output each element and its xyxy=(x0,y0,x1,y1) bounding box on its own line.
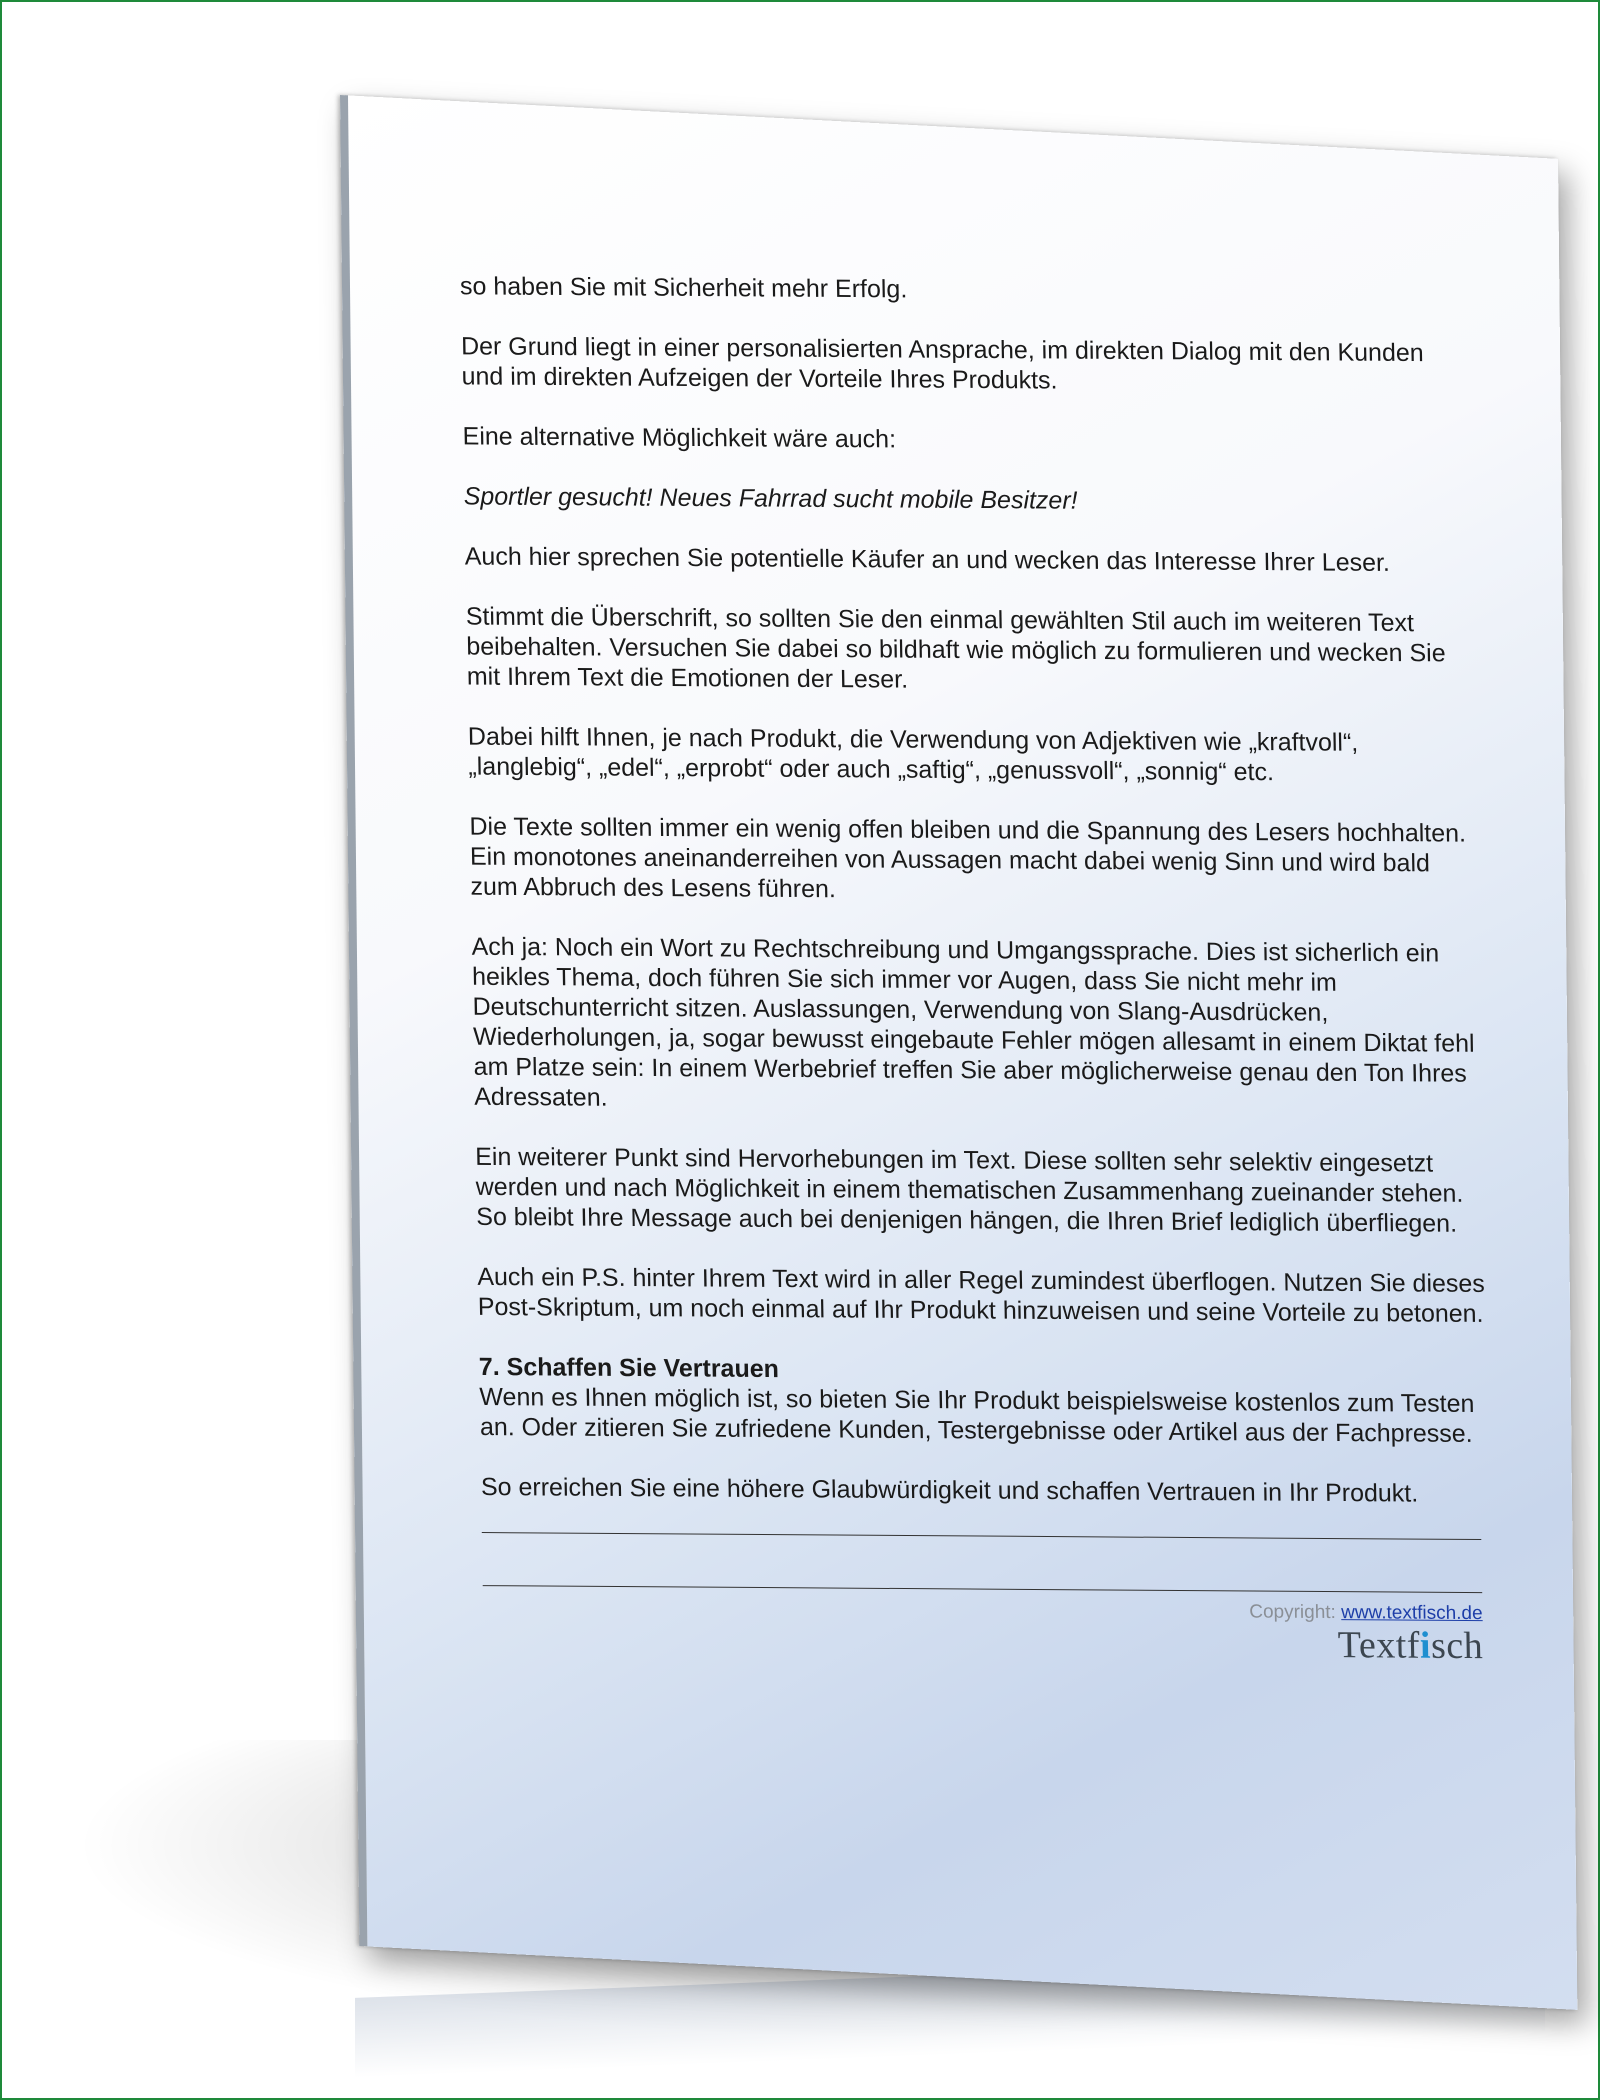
paragraph-6: Stimmt die Überschrift, so sollten Sie den einmal gewählten Stil auch im weiteren Text beibehalten. Versuchen Sie dabei so bildhaft wie möglich zu formulieren und wecken Sie mit Ihrem Text die Emotionen der Leser. xyxy=(465,602,1446,694)
section-heading: 7. Schaffen Sie Vertrauen xyxy=(478,1352,780,1384)
paragraph-11: Auch ein P.S. hinter Ihrem Text wird in aller Regel zumindest überflogen. Nutzen Sie dieses Post-Skriptum, um noch einmal auf Ihr Produkt hinzuweisen und seine Vorteile zu betonen. xyxy=(477,1262,1486,1328)
copyright-label: Copyright: xyxy=(1249,1601,1337,1624)
paragraph-1: so haben Sie mit Sicherheit mehr Erfolg. xyxy=(459,272,908,304)
example-headline: Sportler gesucht! Neues Fahrrad sucht mobile Besitzer! xyxy=(463,482,1078,515)
paragraph-7: Dabei hilft Ihnen, je nach Produkt, die Verwendung von Adjektiven wie „kraftvoll“, „langlebig“, „edel“, „erprobt“ oder auch „saftig“, „genussvoll“, „sonnig“ etc. xyxy=(467,722,1359,787)
fish-icon: i xyxy=(1419,1624,1432,1667)
paragraph-5: Auch hier sprechen Sie potentielle Käufer an und wecken das Interesse Ihrer Leser. xyxy=(464,542,1391,577)
paragraph-8: Die Texte sollten immer ein wenig offen bleiben und die Spannung des Lesers hochhalten. Ein monotones aneinanderreihen von Aussagen macht dabei wenig Sinn und wird bald zum Abbruch des Lesens führen. xyxy=(469,812,1467,904)
copyright-line xyxy=(483,1592,1483,1629)
document-content xyxy=(459,271,1494,1668)
footer-rule-bottom xyxy=(483,1585,1483,1593)
document-page xyxy=(340,95,1577,2010)
section-closing: So erreichen Sie eine höhere Glaubwürdigkeit und schaffen Vertrauen in Ihr Produkt. xyxy=(480,1473,1419,1508)
paragraph-3: Eine alternative Möglichkeit wäre auch: xyxy=(462,422,897,454)
logo-text-left: Textf xyxy=(1337,1624,1421,1667)
logo-text-right: sch xyxy=(1430,1624,1484,1668)
footer xyxy=(483,1592,1494,1668)
paragraph-2: Der Grund liegt in einer personalisierten Ansprache, im direkten Dialog mit den Kunden und im direkten Aufzeigen der Vorteile Ihres Produkts. xyxy=(460,332,1424,395)
paragraph-9: Ach ja: Noch ein Wort zu Rechtschreibung und Umgangssprache. Dies ist sicherlich ein heikles Thema, doch führen Sie sich immer vor Augen, dass Sie nicht mehr im Deutschunterricht sitzen. Auslassungen, Verwendung von Slang-Ausdrücken, Wiederholungen, ja, sogar bewusst eingebaute Fehler mögen allesamt in einem Diktat fehl am Platze sein: In einem Werbebrief treffen Sie aber möglicherweise genau den Ton Ihres Adressaten. xyxy=(471,932,1475,1112)
paragraph-10: Ein weiterer Punkt sind Hervorhebungen im Text. Diese sollten sehr selektiv eingesetzt werden und nach Möglichkeit in einem thematischen Zusammenhang zueinander stehen. So bleibt Ihre Message auch bei denjenigen hängen, die Ihren Brief lediglich überfliegen. xyxy=(474,1142,1464,1238)
copyright-link[interactable]: www.textfisch.de xyxy=(1340,1602,1483,1625)
footer-rule-top xyxy=(482,1532,1482,1540)
textfisch-logo xyxy=(1337,1624,1484,1668)
section-body: Wenn es Ihnen möglich ist, so bieten Sie Ihr Produkt beispielsweise kostenlos zum Testen an. Oder zitieren Sie zufriedene Kunden, Testergebnisse oder Artikel aus der Fachpresse. xyxy=(479,1382,1475,1448)
